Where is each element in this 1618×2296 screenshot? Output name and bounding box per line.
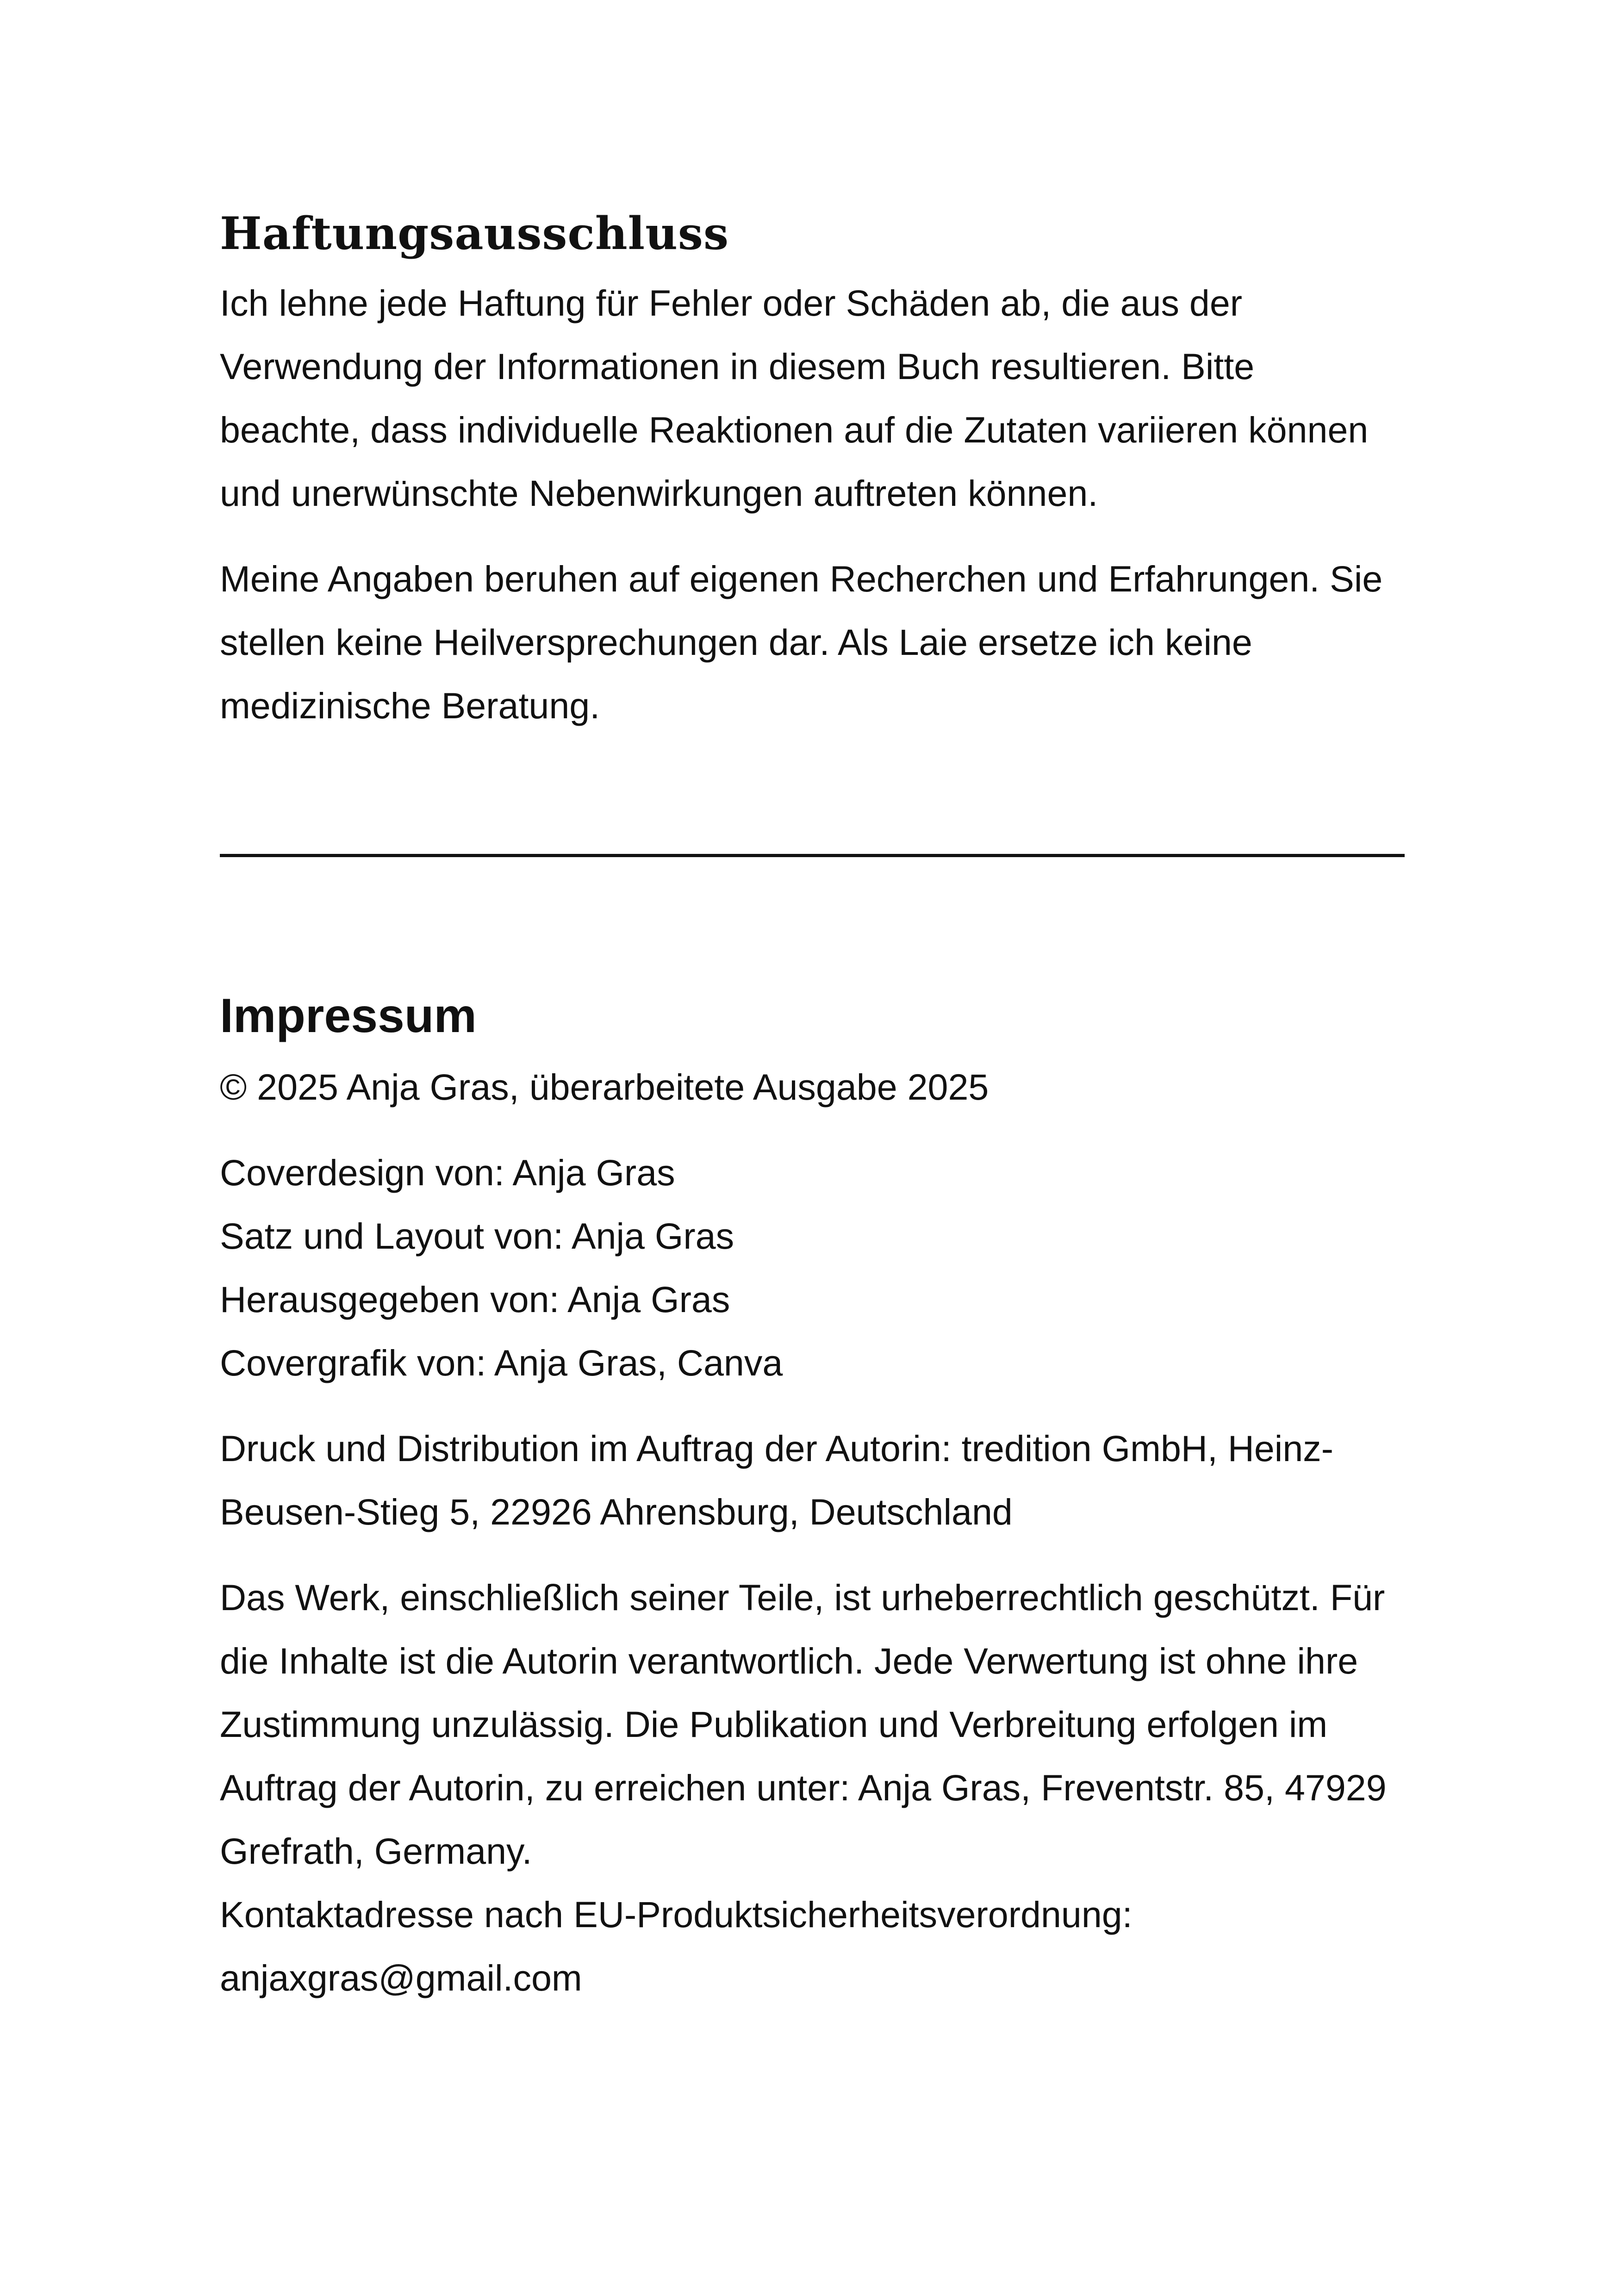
disclaimer-title: Haftungsausschluss (220, 207, 729, 260)
credit-line: Covergrafik von: Anja Gras, Canva (220, 1342, 783, 1383)
disclaimer-paragraph-1: Ich lehne jede Haftung für Fehler oder Schäden ab, die aus der Verwendung der Informationen in diesem Buch resultieren. Bitte beachte, dass individuelle Reaktionen auf die Zutaten variieren können und unerwünschte Nebenwirkungen auftreten können. (220, 282, 1369, 514)
impressum-section (220, 986, 1405, 2010)
contact-label: Kontaktadresse nach EU-Produktsicherheitsverordnung: (220, 1894, 1133, 1935)
disclaimer-section (220, 204, 1405, 737)
copyright-line: © 2025 Anja Gras, überarbeitete Ausgabe 2025 (220, 1066, 989, 1108)
disclaimer-paragraph-2: Meine Angaben beruhen auf eigenen Recherchen und Erfahrungen. Sie stellen keine Heilversprechungen dar. Als Laie ersetze ich keine medizinische Beratung. (220, 558, 1383, 726)
credit-line: Coverdesign von: Anja Gras (220, 1152, 675, 1193)
credits-block (220, 1141, 1405, 1394)
section-divider (220, 854, 1405, 857)
contact-email: anjaxgras@gmail.com (220, 1957, 582, 1998)
impressum-title: Impressum (220, 989, 477, 1043)
rights-text: Das Werk, einschließlich seiner Teile, ist urheberrechtlich geschützt. Für die Inhalte ist die Autorin verantwortlich. Jede Verwertung ist ohne ihre Zustimmung unzulässig. Die Publikation und Verbreitung erfolgen im Auftrag der Autorin, zu erreichen unter: Anja Gras, Freventstr. 85, 47929 Grefrath, Germany. (220, 1577, 1387, 1872)
credit-line: Satz und Layout von: Anja Gras (220, 1215, 734, 1257)
credit-line: Herausgegeben von: Anja Gras (220, 1279, 730, 1320)
print-distribution-text: Druck und Distribution im Auftrag der Autorin: tredition GmbH, Heinz-Beusen-Stieg 5, 22926 Ahrensburg, Deutschland (220, 1428, 1334, 1532)
